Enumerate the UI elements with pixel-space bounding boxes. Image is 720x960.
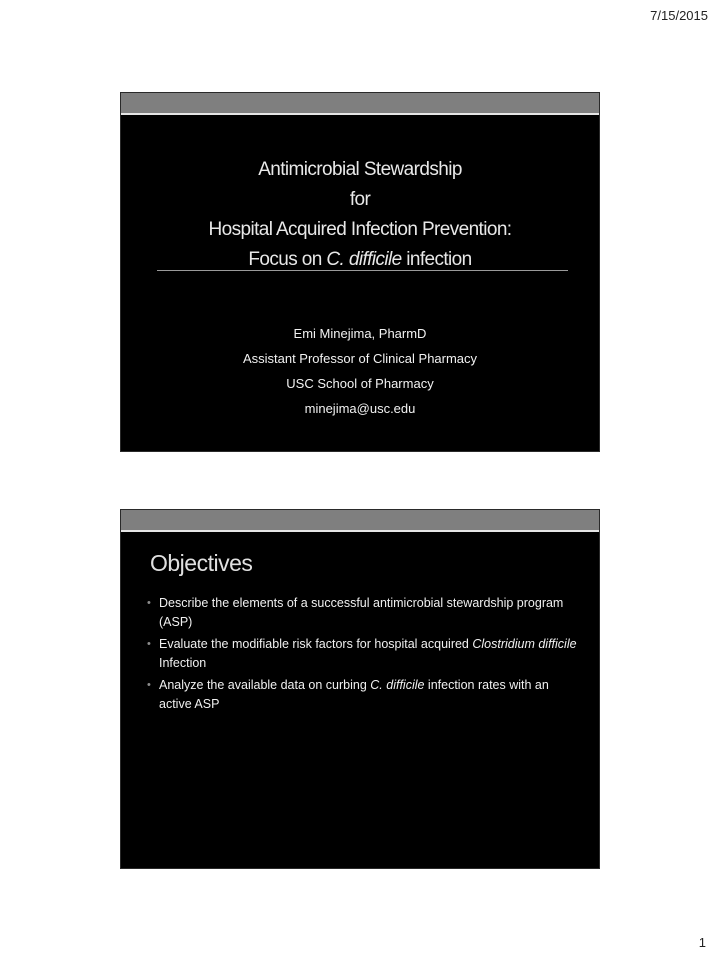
slide-top-bar	[121, 510, 599, 530]
bullet-icon: •	[147, 597, 151, 609]
title-line-1: Antimicrobial Stewardship	[258, 159, 462, 180]
author-name: Emi Minejima, PharmD	[293, 326, 427, 341]
slide-top-bar	[121, 93, 599, 113]
bullet-text-italic: C. difficile	[370, 678, 425, 692]
author-email: minejima@usc.edu	[304, 401, 416, 416]
title-line-3: Hospital Acquired Infection Prevention:	[208, 219, 512, 240]
bullet-text: Describe the elements of a successful antimicrobial stewardship program (ASP)	[159, 596, 564, 629]
page-date: 7/15/2015	[650, 8, 708, 23]
title-divider	[157, 270, 568, 271]
list-item	[147, 635, 577, 673]
objectives-list	[147, 594, 577, 717]
bullet-text-post: infection rates with an active ASP	[159, 678, 549, 711]
title-line-4-post: infection	[401, 249, 472, 270]
title-line-2: for	[349, 189, 371, 210]
slide-title	[120, 92, 600, 452]
bullet-text-post: Infection	[159, 656, 207, 670]
bullet-text-pre: Evaluate the modifiable risk factors for hospital acquired	[159, 637, 473, 651]
title-line-4-italic: C. difficile	[326, 249, 402, 270]
slide-top-line	[121, 530, 599, 532]
slide-objectives	[120, 509, 600, 869]
bullet-text-italic: Clostridium difficile	[472, 637, 577, 651]
bullet-text-pre: Analyze the available data on curbing	[159, 678, 371, 692]
author-block	[121, 321, 599, 421]
slide-title-heading	[121, 155, 599, 275]
title-line-4-pre: Focus on	[248, 249, 327, 270]
slide-top-line	[121, 113, 599, 115]
list-item	[147, 594, 577, 632]
list-item	[147, 676, 577, 714]
bullet-icon: •	[147, 638, 151, 650]
page-number: 1	[698, 935, 706, 950]
author-org: USC School of Pharmacy	[286, 376, 434, 391]
objectives-title: Objectives	[150, 550, 253, 576]
bullet-icon: •	[147, 679, 151, 691]
author-title: Assistant Professor of Clinical Pharmacy	[242, 351, 478, 366]
